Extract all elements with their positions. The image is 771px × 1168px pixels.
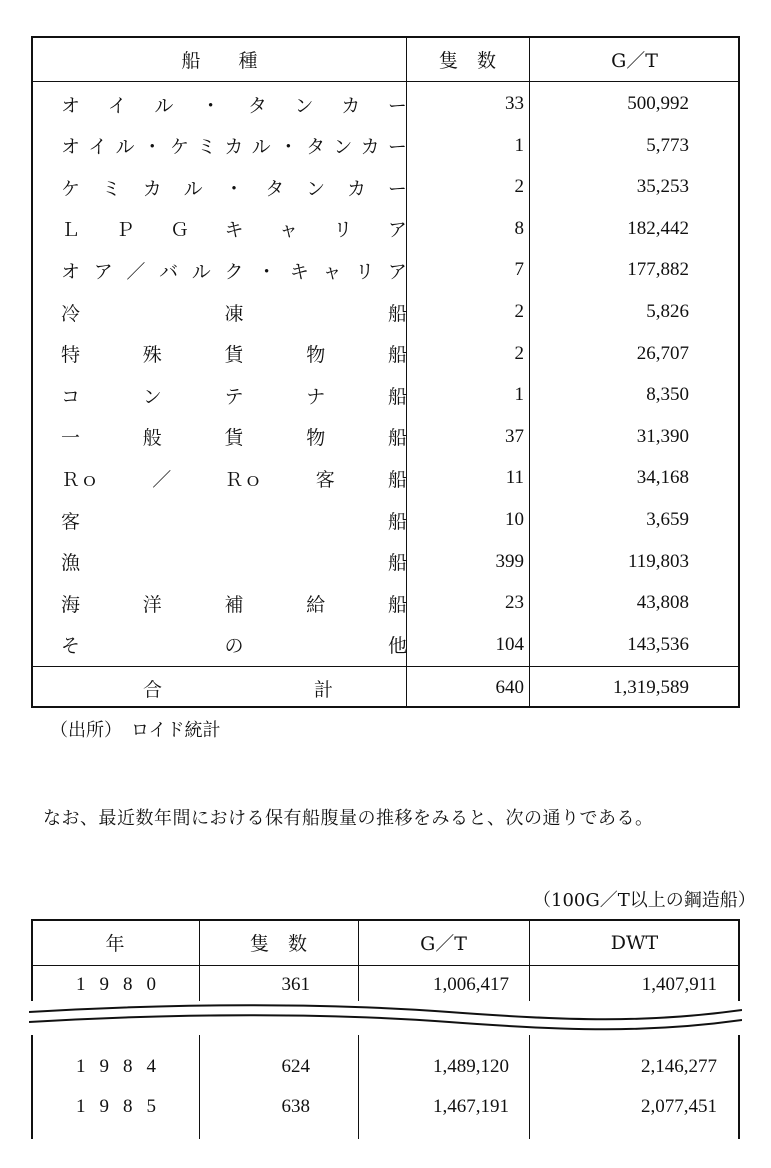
gt-cell: 31,390	[636, 425, 689, 447]
ship-type-char: キ	[224, 219, 244, 242]
dwt-cell: 2,077,451	[641, 1096, 717, 1117]
ship-type-char: 船	[387, 593, 407, 616]
count-cell: 23	[505, 592, 524, 614]
ship-type-char: オ	[61, 94, 81, 117]
ship-type-char: ン	[306, 177, 326, 200]
table-row	[33, 166, 738, 208]
ship-type-char: ミ	[101, 177, 121, 200]
ship-type-char: 他	[387, 635, 407, 658]
ship-type-char: ル	[191, 260, 211, 283]
ship-type-char: 物	[306, 427, 326, 450]
ship-type-char: バ	[159, 260, 179, 283]
gt-cell: 35,253	[636, 176, 689, 198]
ship-type-char: テ	[224, 385, 244, 408]
count-cell: 638	[281, 1096, 310, 1117]
ship-type-char: の	[224, 635, 244, 658]
total-label-char: 計	[313, 678, 333, 701]
gt-cell: 34,168	[636, 467, 689, 489]
ship-type-char: ン	[333, 136, 353, 159]
total-label	[143, 667, 333, 709]
count-cell: 33	[505, 93, 524, 114]
ship-type-char: ・	[142, 136, 162, 159]
ship-type-char: ／	[152, 468, 172, 491]
ship-type-char: 凍	[224, 302, 244, 325]
header-gt: G／T	[420, 933, 467, 955]
ship-type-char: ケ	[169, 136, 189, 159]
ship-type-char: Ｌ	[61, 219, 81, 242]
header-count: 隻 数	[438, 50, 496, 72]
table-row	[33, 83, 738, 125]
header-divider	[33, 81, 738, 82]
total-gt: 1,319,589	[613, 677, 689, 698]
table-row	[33, 499, 738, 541]
ship-type-char: そ	[61, 635, 81, 658]
ship-type-char: タ	[247, 94, 267, 117]
ship-type-char: ア	[387, 219, 407, 242]
ship-type-char: ル	[154, 94, 174, 117]
ship-type-char: Ｒｏ	[61, 468, 100, 491]
ship-type-char: 船	[387, 344, 407, 367]
ship-type-name	[61, 125, 407, 167]
ship-type-char: 漁	[61, 552, 81, 575]
ship-type-char: Ｇ	[169, 219, 189, 242]
ship-type-char: キ	[289, 260, 309, 283]
ship-type-char: 貨	[224, 427, 244, 450]
count-cell: 361	[281, 974, 310, 995]
table-row	[33, 457, 738, 499]
ship-type-name	[61, 249, 407, 291]
ship-type-char: ・	[224, 177, 244, 200]
gt-cell: 119,803	[627, 550, 689, 572]
ship-type-name	[61, 416, 407, 458]
ship-type-char: 殊	[142, 344, 162, 367]
ship-type-char: タ	[265, 177, 285, 200]
ship-type-char: リ	[333, 219, 353, 242]
ship-type-char: 給	[306, 593, 326, 616]
ship-type-char: 物	[306, 344, 326, 367]
ship-type-char: タ	[306, 136, 326, 159]
header-gt: G／T	[611, 50, 658, 72]
ship-type-char: ミ	[197, 136, 217, 159]
ship-type-char: ル	[251, 136, 271, 159]
ship-type-char: オ	[61, 136, 81, 159]
ship-type-name	[61, 374, 407, 416]
ship-type-name	[61, 624, 407, 666]
dwt-cell: 1,407,911	[641, 974, 717, 995]
ship-type-char: リ	[355, 260, 375, 283]
ship-type-char: 一	[61, 427, 81, 450]
count-cell: 11	[505, 467, 524, 489]
ship-type-char: カ	[341, 94, 361, 117]
ship-type-char: ー	[387, 136, 407, 159]
gt-cell: 177,882	[627, 259, 689, 281]
ship-type-char: 海	[61, 593, 81, 616]
count-cell: 104	[495, 633, 524, 655]
gt-cell: 5,773	[646, 134, 689, 156]
dwt-cell: 2,146,277	[641, 1056, 717, 1077]
ship-type-char: ア	[93, 260, 113, 283]
ship-type-table	[31, 36, 740, 708]
table-row	[31, 1047, 740, 1087]
gt-cell: 500,992	[627, 93, 689, 114]
ship-type-char: 貨	[224, 344, 244, 367]
count-cell: 37	[505, 425, 524, 447]
ship-type-name	[61, 582, 407, 624]
ship-type-char: カ	[142, 177, 162, 200]
gt-cell: 143,536	[627, 633, 689, 655]
ship-type-char: 特	[61, 344, 81, 367]
ship-type-char: コ	[61, 385, 81, 408]
total-row	[33, 667, 738, 709]
ship-type-char: ー	[387, 94, 407, 117]
ship-type-char: ル	[115, 136, 135, 159]
ship-type-char: ク	[224, 260, 244, 283]
ship-type-char: 補	[224, 593, 244, 616]
count-cell: 2	[514, 301, 524, 322]
ship-type-char: 洋	[142, 593, 162, 616]
header-year: 年	[105, 933, 125, 955]
table-row	[33, 541, 738, 583]
gt-cell: 3,659	[646, 509, 689, 530]
count-cell: 2	[514, 342, 524, 364]
table-row	[31, 1087, 740, 1127]
ship-type-char: 船	[387, 427, 407, 450]
total-label-char: 合	[143, 678, 163, 701]
ship-type-char: 船	[387, 302, 407, 325]
table-row	[33, 249, 738, 291]
ship-type-char: Ｐ	[115, 219, 135, 242]
year-cell: 1984	[76, 1056, 170, 1077]
ship-type-char: ・	[201, 94, 221, 117]
table-row	[33, 582, 738, 624]
count-cell: 8	[514, 217, 524, 239]
ship-type-char: ー	[387, 177, 407, 200]
ship-type-char: イ	[88, 136, 108, 159]
ship-type-char: カ	[347, 177, 367, 200]
year-cell: 1980	[76, 974, 170, 995]
ship-type-char: イ	[107, 94, 127, 117]
ship-type-char: 船	[387, 552, 407, 575]
count-cell: 624	[281, 1056, 310, 1077]
count-cell: 399	[495, 550, 524, 572]
ship-type-name	[61, 499, 407, 541]
gt-cell: 5,826	[646, 301, 689, 322]
header-dwt: DWT	[610, 931, 659, 954]
gt-cell: 1,006,417	[433, 974, 509, 995]
ship-type-char: 船	[387, 385, 407, 408]
ship-type-name	[61, 83, 407, 125]
ship-type-char: 冷	[61, 302, 81, 325]
ship-type-char: ・	[278, 136, 298, 159]
ship-type-char: ン	[142, 385, 162, 408]
ship-type-char: カ	[224, 136, 244, 159]
fleet-trend-table	[31, 919, 740, 1139]
ship-type-char: ャ	[322, 260, 342, 283]
ship-type-char: オ	[61, 260, 81, 283]
header-count: 隻 数	[249, 933, 307, 955]
ship-type-name	[61, 457, 407, 499]
table-break-wave	[29, 1001, 742, 1035]
ship-type-char: ナ	[306, 385, 326, 408]
header-ship-type: 船 種	[181, 50, 258, 72]
gt-cell: 182,442	[627, 217, 689, 239]
ship-type-char: 客	[61, 510, 81, 533]
ship-type-char: カ	[360, 136, 380, 159]
ship-type-char: ャ	[278, 219, 298, 242]
ship-type-name	[61, 333, 407, 375]
ship-type-name	[61, 208, 407, 250]
table-row	[33, 374, 738, 416]
count-cell: 10	[505, 509, 524, 530]
count-cell: 2	[514, 176, 524, 198]
table-row	[33, 208, 738, 250]
gt-cell: 43,808	[636, 592, 689, 614]
source-note: （出所） ロイド統計	[50, 720, 221, 741]
ship-type-name	[61, 541, 407, 583]
paragraph: なお、最近数年間における保有船腹量の推移をみると、次の通りである。	[43, 808, 654, 829]
ship-type-char: 客	[315, 468, 335, 491]
count-cell: 1	[514, 134, 524, 156]
ship-type-char: ／	[126, 260, 146, 283]
year-cell: 1985	[76, 1096, 170, 1117]
table-row	[33, 291, 738, 333]
ship-type-name	[61, 166, 407, 208]
gt-cell: 8,350	[646, 384, 689, 406]
table-row	[33, 624, 738, 666]
table-row	[31, 965, 740, 1005]
count-cell: 1	[514, 384, 524, 406]
ship-type-char: ケ	[61, 177, 81, 200]
count-cell: 7	[514, 259, 524, 281]
table2-caption: （100G／T以上の鋼造船）	[533, 890, 756, 911]
ship-type-char: ・	[257, 260, 277, 283]
table-row	[33, 125, 738, 167]
table-row	[33, 416, 738, 458]
ship-type-char: ル	[183, 177, 203, 200]
gt-cell: 1,467,191	[433, 1096, 509, 1117]
ship-type-char: Ｒｏ	[224, 468, 263, 491]
ship-type-char: 船	[387, 510, 407, 533]
table-row	[33, 333, 738, 375]
ship-type-name	[61, 291, 407, 333]
ship-type-char: 船	[387, 468, 407, 491]
gt-cell: 1,489,120	[433, 1056, 509, 1077]
ship-type-char: ン	[294, 94, 314, 117]
gt-cell: 26,707	[636, 342, 689, 364]
total-count: 640	[495, 677, 524, 698]
ship-type-char: ア	[387, 260, 407, 283]
ship-type-char: 般	[142, 427, 162, 450]
